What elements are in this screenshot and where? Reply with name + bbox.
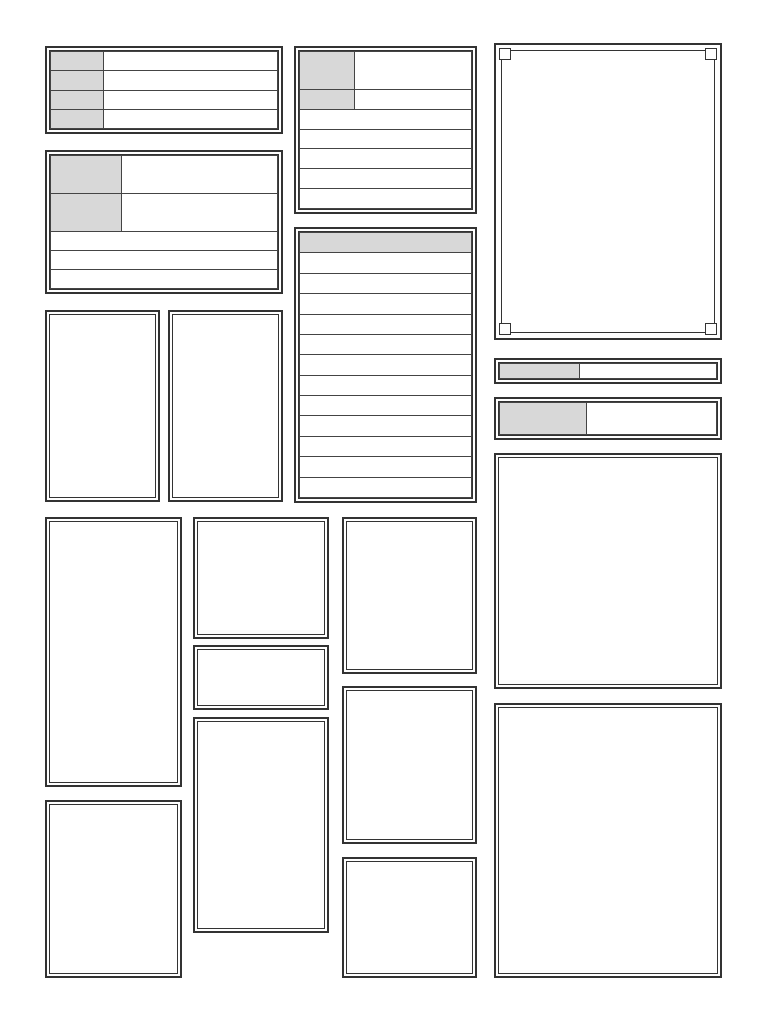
improvement-box bbox=[494, 397, 722, 440]
dexterity-skills-box bbox=[193, 517, 329, 639]
intelligence-skills-table bbox=[50, 522, 177, 782]
ability-line[interactable] bbox=[300, 416, 472, 436]
identity-table bbox=[50, 51, 278, 129]
profession-table bbox=[50, 155, 278, 289]
perks-field[interactable] bbox=[355, 90, 472, 110]
ability-line[interactable] bbox=[300, 375, 472, 395]
perks-line[interactable] bbox=[300, 149, 472, 169]
social-standing-label bbox=[300, 52, 355, 90]
profession-abilities-box bbox=[294, 227, 477, 503]
defining-skill-field[interactable] bbox=[122, 194, 278, 232]
training-box bbox=[342, 857, 477, 978]
intelligence-skills-box bbox=[45, 517, 182, 787]
reputation-field[interactable] bbox=[580, 364, 717, 379]
perks-line[interactable] bbox=[300, 109, 472, 129]
craft-skills-box bbox=[342, 517, 477, 674]
profession-box bbox=[45, 150, 283, 294]
reputation-box bbox=[494, 358, 722, 384]
ability-line[interactable] bbox=[300, 477, 472, 498]
improvement-field[interactable] bbox=[587, 403, 717, 435]
stats-table bbox=[50, 315, 155, 497]
name-label bbox=[51, 52, 104, 71]
weapon-box bbox=[494, 453, 722, 689]
improvement-label bbox=[500, 403, 587, 435]
improvement-table bbox=[499, 402, 717, 435]
social-table bbox=[299, 51, 472, 209]
defining-skill-label bbox=[51, 194, 122, 232]
social-standing-field[interactable] bbox=[355, 52, 472, 90]
ability-line[interactable] bbox=[300, 355, 472, 375]
race-label bbox=[51, 71, 104, 90]
portrait-frame bbox=[494, 43, 722, 340]
will-skills-table bbox=[347, 691, 472, 839]
race-field[interactable] bbox=[104, 71, 278, 90]
name-field[interactable] bbox=[104, 52, 278, 71]
ability-line[interactable] bbox=[300, 334, 472, 354]
age-field[interactable] bbox=[104, 109, 278, 128]
dexterity-skills-table bbox=[198, 522, 324, 634]
ability-line[interactable] bbox=[300, 457, 472, 477]
perks-line[interactable] bbox=[300, 189, 472, 209]
empathy-skills-box bbox=[193, 717, 329, 933]
reputation-table bbox=[499, 363, 717, 379]
stats-box bbox=[45, 310, 160, 502]
reflex-skills-table bbox=[50, 805, 177, 973]
gender-field[interactable] bbox=[104, 90, 278, 109]
ability-line[interactable] bbox=[300, 436, 472, 456]
reputation-label bbox=[500, 364, 580, 379]
ability-line[interactable] bbox=[300, 396, 472, 416]
profession-abilities-title bbox=[300, 233, 472, 253]
craft-skills-table bbox=[347, 522, 472, 669]
perks-line[interactable] bbox=[300, 129, 472, 149]
ability-line[interactable] bbox=[300, 294, 472, 314]
profession-line[interactable] bbox=[51, 270, 278, 289]
ability-line[interactable] bbox=[300, 253, 472, 273]
training-table bbox=[347, 862, 472, 973]
gender-label bbox=[51, 90, 104, 109]
profession-line[interactable] bbox=[51, 251, 278, 270]
profession-abilities-table bbox=[299, 232, 472, 498]
body-skills-box bbox=[193, 645, 329, 710]
armor-box bbox=[494, 703, 722, 978]
body-skills-table bbox=[198, 650, 324, 705]
will-skills-box bbox=[342, 686, 477, 844]
perks-label bbox=[300, 90, 355, 110]
armor-table bbox=[499, 708, 717, 973]
profession-line[interactable] bbox=[51, 232, 278, 251]
perks-line[interactable] bbox=[300, 169, 472, 189]
reflex-skills-box bbox=[45, 800, 182, 978]
weapon-table bbox=[499, 458, 717, 684]
derived-table bbox=[173, 315, 278, 497]
age-label bbox=[51, 109, 104, 128]
ability-line[interactable] bbox=[300, 273, 472, 293]
ability-line[interactable] bbox=[300, 314, 472, 334]
empathy-skills-table bbox=[198, 722, 324, 928]
profession-field[interactable] bbox=[122, 156, 278, 194]
identity-box bbox=[45, 46, 283, 134]
profession-label bbox=[51, 156, 122, 194]
derived-box bbox=[168, 310, 283, 502]
social-box bbox=[294, 46, 477, 214]
